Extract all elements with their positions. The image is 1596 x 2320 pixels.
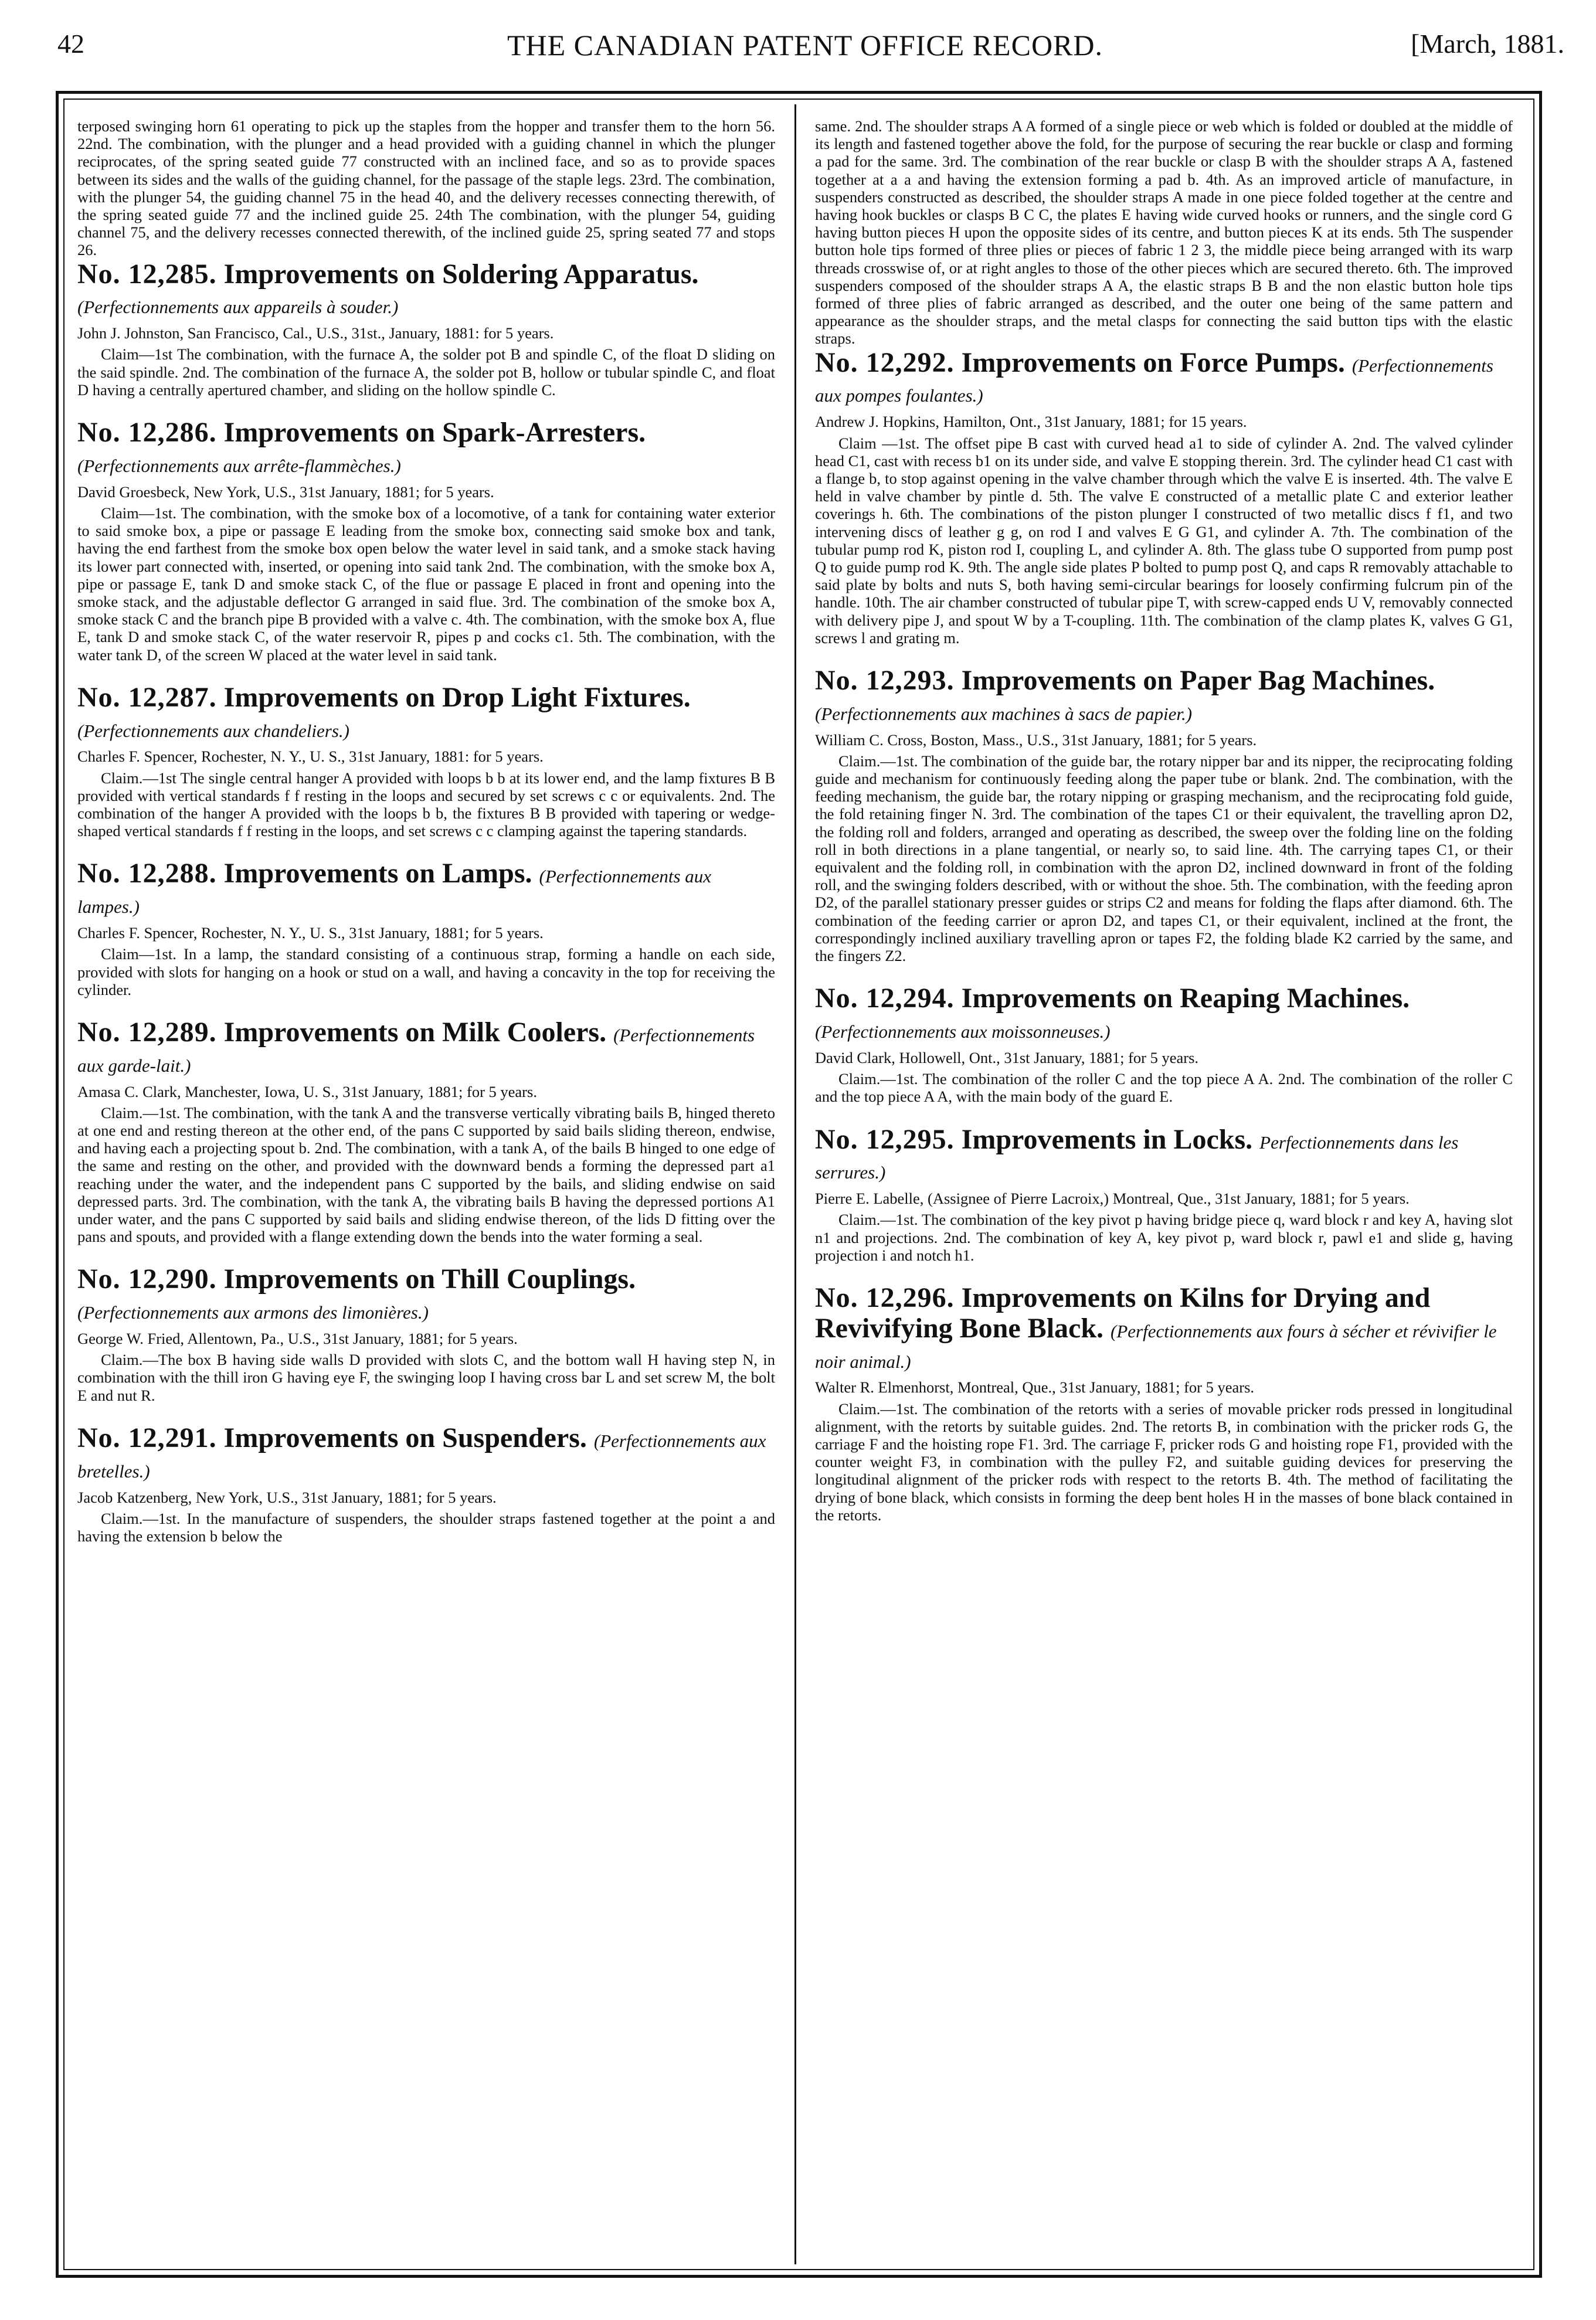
inventor-line: David Clark, Hollowell, Ont., 31st January, 1881; for 5 years.: [815, 1048, 1199, 1066]
claim-text: Claim—1st The combination, with the furnace A, the solder pot B and spindle C, of the float D sliding on the said spindle. 2nd. The combination of the furnace A, the solder pot B, hollow or tubular spindle C, and float D having a centrally apertured chamber, and sliding on the hollow spindle C.: [77, 345, 775, 399]
french-title: (Perfectionnements aux moissonneuses.): [815, 1021, 1111, 1042]
patent-entry: [77, 259, 775, 399]
left-column: [77, 117, 775, 1564]
page-frame: [56, 91, 1542, 2278]
entry-heading: [77, 259, 775, 320]
claim-text: Claim.—1st. The combination of the guide bar, the rotary nipper bar and its nipper, the reciprocating folding guide and mechanism for continuously feeding along the paper tube or blank. 2nd. The combination, with the feeding mechanism, the guide bar, the rotary nipping or grasping mechanism, and the reciprocating fold guide, the fold retaining finger N. 3rd. The combination of the tapes C1 or their equivalent, the travelling apron D2, the folding roll and folders, arranged and operating as described, the sweep over the folding line on the folding roll in both directions in a plane tangential, or nearly so, to said line. 4th. The carrying tapes C1, or their equivalent and the folding roll, in combination with the apron D2, inclined downward in front of the folding roll, and the swinging folders described, with or without the shoe. 5th. The combination, with the feeding apron D2, of the parallel stationary presser guides or strips C2 and means for folding the flaps after diamond. 6th. The combination of the feeding carrier or apron D2, and tapes C1, or their equivalent, inclined at the front, the correspondingly inclined auxiliary travelling apron or tapes F2, the folding blade K2 carried by the same, and the fingers Z2.: [815, 752, 1513, 965]
patent-entry: [815, 348, 1513, 647]
claim-text: Claim.—1st. The combination of the retorts with a series of movable pricker rods pressed in longitudinal alignment, with the retorts by suitable guides. 2nd. The retorts B, in combination with the pricker rods G, the carriage F and the hoisting rope F1. 3rd. The carriage F, pricker rods G and hoisting rope F1, provided with the counter weight F3, in combination with the pulley F2, and suitable guiding devices for preserving the longitudinal alignment of the pricker rods with respect to the retorts B. 4th. The method of facilitating the drying of bone black, which consists in forming the deep bent holes H in the masses of bone black contained in the retorts.: [815, 1400, 1513, 1524]
claim-text: Claim.—1st. The combination, with the tank A and the transverse vertically vibrating bails B, hinged thereto at one end and resting thereon at the other end, of the pans C supported by said bails sliding thereon, endwise, and having each a projecting spout b. 2nd. The combination, with a tank A, of the bails B hinged to one edge of the same and resting on the other, and provided with the downward bends a forming the depressed part a1 reaching under the water, and the independent pans C supported by the bails, and sliding endwise on said depressed parts. 3rd. The combination, with the tank A, the vibrating bails B having the depressed portions A1 under water, and the pans C supported by said bails and sliding endwise thereon, of the lids D fitting over the pans and spouts, and provided with a flange extending down the bends into the water forming a seal.: [77, 1103, 775, 1246]
claim-text: Claim—1st. In a lamp, the standard consisting of a continuous strap, forming a handle on each side, provided with slots for hanging on a hook or stud on a wall, and having a concavity in the top for receiving the cylinder.: [77, 945, 775, 998]
patent-title: Improvements on Force Pumps.: [961, 347, 1345, 378]
patent-entry: [77, 1423, 775, 1545]
entry-heading: [77, 1264, 775, 1325]
continued-paragraph: terposed swinging horn 61 operating to pick up the staples from the hopper and transfer them to the horn 56. 22nd. The combination, with the plunger and a head provided with a guiding channel in which the plunger reciprocates, of the spring seated guide 77 constructed with an inclined face, and so as to provide spaces between its sides and the walls of the guiding channel, for the passage of the staple legs. 23rd. The combination, with the plunger 54, the guiding channel 75 in the head 40, and the delivery recesses connecting therewith, of the spring seated guide 77 and the inclined guide 25. 24th The combination, with the plunger 54, guiding channel 75, and the delivery recesses connected therewith, of the inclined guide 25, spring seated 77 and stops 26.: [77, 117, 775, 259]
french-title: (Perfectionnements aux machines à sacs de papier.): [815, 703, 1193, 724]
patent-entry: [815, 1283, 1513, 1524]
patent-title: Improvements on Thill Couplings.: [223, 1263, 636, 1295]
entry-heading: [815, 348, 1513, 409]
claim-text: Claim.—1st The single central hanger A provided with loops b b at its lower end, and the lamp fixtures B B provided with vertical standards f f resting in the loops and secured by set screws c c or equivalents. 2nd. The combination of the hanger A provided with the loops b b, the fixtures B B provided with tapering or wedge-shaped vertical standards f f resting in the loops, and set screws c c clamping against the tapering standards.: [77, 769, 775, 840]
right-column: [815, 117, 1513, 1543]
patent-number: No. 12,295.: [815, 1123, 955, 1155]
french-title: (Perfectionnements aux armons des limonières.): [77, 1302, 429, 1323]
french-title: Perfectionnements dans les serrures.): [815, 1132, 1459, 1183]
patent-title: Improvements on Milk Coolers.: [223, 1016, 607, 1048]
french-title: (Perfectionnements aux bretelles.): [77, 1430, 766, 1482]
entry-heading: [815, 1125, 1513, 1186]
continued-paragraph: same. 2nd. The shoulder straps A A formed of a single piece or web which is folded or doubled at the middle of its length and fastened together above the fold, for the purpose of securing the rear buckle or clasp and forming a pad for the same. 3rd. The combination of the rear buckle or clasp B with the shoulder straps A A, fastened together at a a and having the extension forming a pad b. 4th. As an improved article of manufacture, in suspenders constructed as described, the shoulder straps A made in one piece folded together at the centre and having hook buckles or clasps B C C, the plates E having wide curved hooks or runners, and the single cord G having button pieces H upon the opposite sides of its centre, and button pieces K at its ends. 5th The suspender button hole tips formed of three plies or pieces of fabric 1 2 3, the middle piece being arranged with its warp threads crosswise of, or at right angles to those of the other pieces which are secured thereto. 6th. The improved suspenders composed of the shoulder straps A A, the elastic straps B B and the non elastic button hole tips formed of three plies of fabric arranged as described, and the outer one being of the same pattern and appearance as the shoulder straps, and the metal clasps for connecting the said button tips with the elastic straps.: [815, 117, 1513, 348]
issue-date: [March, 1881.: [1411, 29, 1564, 59]
patent-number: No. 12,293.: [815, 664, 955, 696]
entry-heading: [77, 682, 775, 743]
entry-heading: [77, 1017, 775, 1078]
patent-title: Improvements on Paper Bag Machines.: [961, 664, 1435, 696]
patent-entry: [815, 665, 1513, 964]
claim-text: Claim.—1st. The combination of the key pivot p having bridge piece q, ward block r and key A, having slot n1 and projections. 2nd. The combination of key A, key pivot p, ward block r, pawl e1 and slide g, having projection i and notch h1.: [815, 1211, 1513, 1264]
entry-heading: [77, 1423, 775, 1484]
patent-number: No. 12,289.: [77, 1016, 217, 1048]
patent-number: No. 12,291.: [77, 1422, 217, 1453]
patent-title: Improvements on Soldering Apparatus.: [223, 258, 699, 290]
inventor-line: David Groesbeck, New York, U.S., 31st January, 1881; for 5 years.: [77, 483, 494, 501]
claim-text: Claim.—1st. The combination of the roller C and the top piece A A. 2nd. The combination of the roller C and the top piece A A, with the main body of the guard E.: [815, 1070, 1513, 1106]
french-title: (Perfectionnements aux garde-lait.): [77, 1024, 755, 1076]
patent-title: Improvements in Locks.: [961, 1123, 1253, 1155]
claim-text: Claim—1st. The combination, with the smoke box of a locomotive, of a tank for containing water exterior to said smoke box, a pipe or passage E leading from the smoke box, connecting said smoke box and tank, having the end farthest from the smoke box open below the water level in said tank, and a smoke stack having its lower part connected with, inserted, or opening into said tank 2nd. The combination, with the smoke box A, pipe or passage E, tank D and smoke stack C, of the flue or passage E placed in front and opening into the smoke stack, and the adjustable deflector G arranged in said flue. 3rd. The combination of the smoke box A, smoke stack C and the branch pipe B provided with a valve c. 4th. The combination, with the smoke box A, flue E, tank D and smoke stack C, of the water reservoir R, pipes p and cocks c1. 5th. The combination, with the water tank D, of the screen W placed at the water level in said tank.: [77, 504, 775, 664]
french-title: (Perfectionnements aux arrête-flammèches.): [77, 455, 401, 476]
claim-text: Claim.—1st. In the manufacture of suspenders, the shoulder straps fastened together at the point a and having the extension b below the: [77, 1509, 775, 1545]
claim-text: Claim —1st. The offset pipe B cast with curved head a1 to side of cylinder A. 2nd. The valved cylinder head C1, cast with recess b1 on its under side, and valve E stopping therein. 3rd. The cylinder head C1 cast with a flange b, to stop against opening in the valve chamber through which the valve E is inserted. 4th. The valve E held in valve chamber by pintle d. 5th. The valve E constructed of a metallic plate C and exterior leather coverings h. 6th. The combinations of the piston plunger I constructed of two metallic discs f f1, and two intervening discs of leather g g, on rod I and valves E G G1, and cylinder A. 7th. The combination of the tubular pump rod K, piston rod I, coupling L, and cylinder A. 8th. The glass tube O supported from pump post Q to guide pump rod K. 9th. The angle side plates P bolted to pump post Q, and caps R removably attachable to said plate by bolts and nuts S, both having semi-circular bearings for loosely confirming fulcrum pin of the handle. 10th. The air chamber constructed of tubular pipe T, with screw-capped ends U V, removably connected with delivery pipe J, and spout W by a T-coupling. 11th. The combination of the clamp plates K, valves G G1, screws l and grating m.: [815, 434, 1513, 647]
inventor-line: Walter R. Elmenhorst, Montreal, Que., 31st January, 1881; for 5 years.: [815, 1378, 1255, 1397]
patent-title: Improvements on Drop Light Fixtures.: [223, 681, 691, 713]
running-title: THE CANADIAN PATENT OFFICE RECORD.: [507, 29, 1103, 62]
french-title: (Perfectionnements aux chandeliers.): [77, 720, 349, 741]
patent-entry: [77, 1017, 775, 1245]
french-title: (Perfectionnements aux lampes.): [77, 866, 712, 918]
inventor-line: Charles F. Spencer, Rochester, N. Y., U. S., 31st January, 1881; for 5 years.: [77, 924, 544, 942]
patent-entry: [815, 983, 1513, 1105]
patent-title: Improvements on Spark-Arresters.: [223, 417, 646, 449]
inventor-line: Jacob Katzenberg, New York, U.S., 31st January, 1881; for 5 years.: [77, 1488, 497, 1506]
page-header: [46, 28, 1564, 69]
continued-claim-text: [77, 117, 775, 259]
continued-claim-text: [815, 117, 1513, 348]
patent-entry: [77, 1264, 775, 1404]
patent-title: Improvements on Kilns for Drying and Revivifying Bone Black.: [815, 1282, 1431, 1344]
patent-title: Improvements on Suspenders.: [223, 1422, 587, 1453]
inventor-line: William C. Cross, Boston, Mass., U.S., 31st January, 1881; for 5 years.: [815, 731, 1257, 749]
entry-heading: [77, 417, 775, 478]
right-entry-list: [815, 348, 1513, 1524]
patent-entry: [815, 1125, 1513, 1264]
patent-number: No. 12,290.: [77, 1263, 217, 1295]
patent-number: No. 12,285.: [77, 258, 217, 290]
entry-heading: [77, 858, 775, 919]
inventor-line: Andrew J. Hopkins, Hamilton, Ont., 31st January, 1881; for 15 years.: [815, 413, 1247, 431]
claim-text: Claim.—The box B having side walls D provided with slots C, and the bottom wall H having step N, in combination with the thill iron G having eye F, the swinging loop I having cross bar L and set screw M, the bolt E and nut R.: [77, 1351, 775, 1404]
inventor-line: George W. Fried, Allentown, Pa., U.S., 31st January, 1881; for 5 years.: [77, 1330, 518, 1348]
patent-entry: [77, 682, 775, 840]
patent-title: Improvements on Reaping Machines.: [961, 983, 1410, 1014]
french-title: (Perfectionnements aux appareils à souder.): [77, 297, 399, 318]
patent-number: No. 12,288.: [77, 858, 217, 889]
patent-number: No. 12,286.: [77, 417, 217, 449]
entry-heading: [815, 1283, 1513, 1374]
inventor-line: Amasa C. Clark, Manchester, Iowa, U. S., 31st January, 1881; for 5 years.: [77, 1082, 537, 1100]
inventor-line: Pierre E. Labelle, (Assignee of Pierre Lacroix,) Montreal, Que., 31st January, 1881; for 5 years.: [815, 1190, 1410, 1208]
patent-entry: [77, 858, 775, 998]
patent-title: Improvements on Lamps.: [223, 858, 532, 889]
patent-entry: [77, 417, 775, 664]
entry-heading: [815, 983, 1513, 1044]
page-number: 42: [57, 29, 84, 59]
inventor-line: Charles F. Spencer, Rochester, N. Y., U. S., 31st January, 1881: for 5 years.: [77, 748, 544, 766]
french-title: (Perfectionnements aux fours à sécher et révivifier le noir animal.): [815, 1320, 1497, 1372]
column-divider: [794, 104, 796, 2264]
left-entry-list: [77, 259, 775, 1545]
patent-number: No. 12,287.: [77, 681, 217, 713]
inventor-line: John J. Johnston, San Francisco, Cal., U.S., 31st., January, 1881: for 5 years.: [77, 324, 554, 342]
french-title: (Perfectionnements aux pompes foulantes.): [815, 355, 1493, 406]
patent-number: No. 12,294.: [815, 983, 955, 1014]
patent-number: No. 12,296.: [815, 1282, 955, 1313]
entry-heading: [815, 665, 1513, 726]
patent-number: No. 12,292.: [815, 347, 955, 378]
